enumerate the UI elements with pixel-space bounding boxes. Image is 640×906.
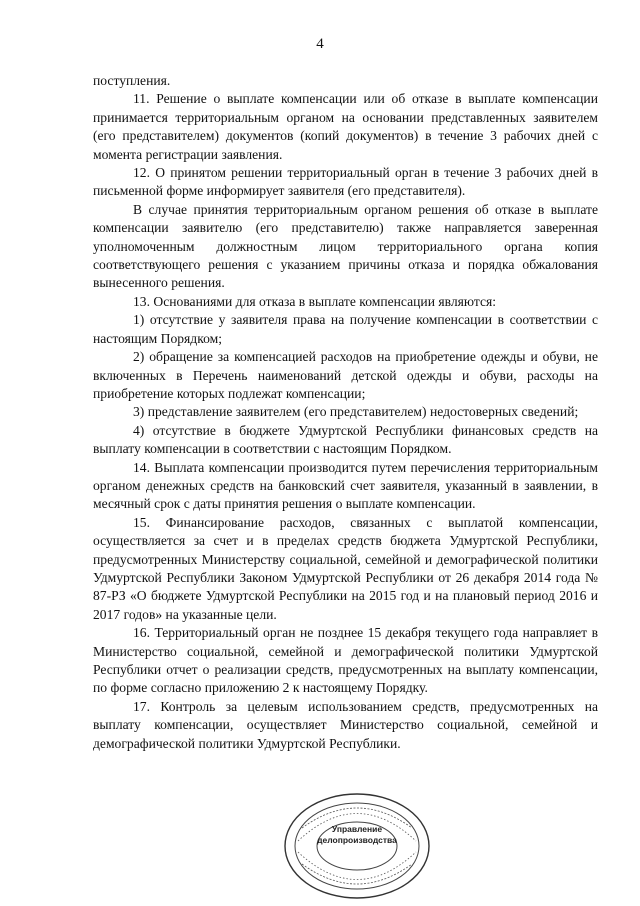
paragraph-11: 11. Решение о выплате компенсации или об отказе в выплате компенсации принимается территориальным органом на основании представленных заявителем (его представителем) документов (копий документов) в течение 3 рабочих дней с момента регистрации заявления. bbox=[93, 91, 598, 162]
paragraph-14: 14. Выплата компенсации производится путем перечисления территориальным органом денежных средств на банковский счет заявителя, указанный в заявлении, в месячный срок с даты принятия решения о выплате компенсации. bbox=[93, 459, 598, 512]
stamp-text bbox=[282, 824, 432, 846]
paragraph-17: 17. Контроль за целевым использованием средств, предусмотренных на выплату компенсации, осуществляет Министерство социальной, семейной и демографической политики Удмуртской Республики. bbox=[93, 698, 598, 751]
paragraph-13-item-2: 2) обращение за компенсацией расходов на приобретение одежды и обуви, не включенных в Перечень наименований детской одежды и обуви, расходы на приобретение которых подлежат компенсации; bbox=[93, 349, 598, 401]
paragraph-12: 12. О принятом решении территориальный орган в течение 3 рабочих дней в письменной форме информирует заявителя (его представителя). bbox=[93, 165, 598, 199]
document-body bbox=[93, 72, 598, 753]
stamp-line-1: Управление bbox=[331, 824, 383, 834]
paragraph-13-item-4: 4) отсутствие в бюджете Удмуртской Республики финансовых средств на выплату компенсации в соответствии с настоящим Порядком. bbox=[93, 422, 598, 457]
paragraph-13-item-3: 3) представление заявителем (его представителем) недостоверных сведений; bbox=[133, 404, 579, 420]
office-stamp bbox=[282, 786, 432, 901]
stamp-line-2: делопроизводства bbox=[317, 835, 397, 845]
paragraph-15: 15. Финансирование расходов, связанных с выплатой компенсации, осуществляется за счет и в пределах средств бюджета Удмуртской Республики, предусмотренных Министерству социальной, семейной и демографической политики Удмуртской Республики Законом Удмуртской Республики от 26 декабря 2014 года № 87-РЗ «О бюджете Удмуртской Республики на 2015 год и на плановый период 2016 и 2017 годов» на указанные цели. bbox=[93, 514, 598, 622]
paragraph-13-item-1: 1) отсутствие у заявителя права на получение компенсации в соответствии с настоящим Порядком; bbox=[93, 312, 598, 346]
paragraph-continuation: поступления. bbox=[93, 73, 171, 88]
paragraph-16: 16. Территориальный орган не позднее 15 декабря текущего года направляет в Министерство социальной, семейной и демографической политики Удмуртской Республики отчет о реализации средств, предусмотренных на выплату компенсации, по форме согласно приложению 2 к настоящему Порядку. bbox=[93, 625, 598, 696]
paragraph-13: 13. Основаниями для отказа в выплате компенсации являются: bbox=[133, 293, 497, 309]
paragraph-12-refusal: В случае принятия территориальным органом решения об отказе в выплате компенсации заявителю (его представителю) также направляется заверенная уполномоченным должностным лицом территориального органа копия соответствующего решения с указанием причины отказа и порядка обжалования вынесенного решения. bbox=[93, 201, 598, 291]
page-number: 4 bbox=[316, 36, 324, 52]
